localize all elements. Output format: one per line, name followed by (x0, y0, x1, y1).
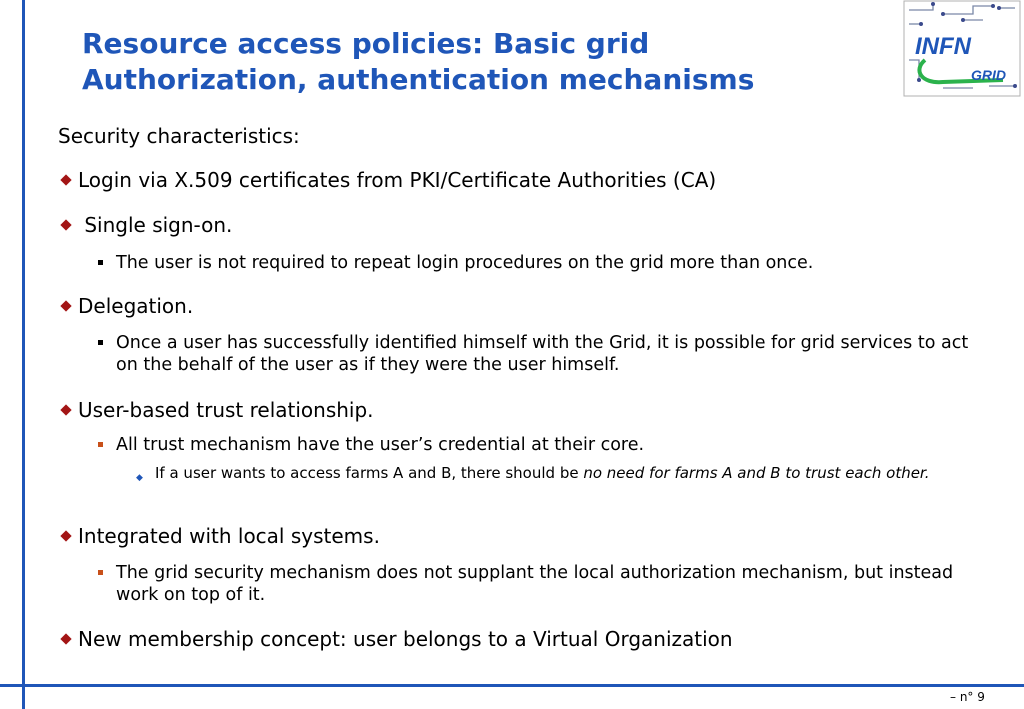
title-line-2: Authorization, authentication mechanisms (82, 63, 755, 96)
small-dot-bullet-icon: ◆ (136, 473, 143, 483)
diamond-bullet-icon (60, 174, 71, 185)
diamond-bullet-icon (60, 530, 71, 541)
list-item: Delegation. (58, 294, 193, 318)
infn-grid-logo (903, 0, 1021, 97)
bottom-rule (0, 684, 1024, 687)
square-bullet-icon (98, 442, 103, 447)
diamond-bullet-icon (60, 633, 71, 644)
square-bullet-icon (98, 570, 103, 575)
title-line-1: Resource access policies: Basic grid (82, 27, 650, 60)
page-number: – n° 9 (950, 690, 985, 704)
square-bullet-icon (98, 340, 103, 345)
list-item: User-based trust relationship. (58, 398, 374, 422)
svg-text:INFN: INFN (915, 33, 971, 60)
list-item: Login via X.509 certificates from PKI/Certificate Authorities (CA) (58, 168, 716, 192)
square-bullet-icon (98, 260, 103, 265)
diamond-bullet-icon (60, 219, 71, 230)
svg-text:GRID: GRID (971, 67, 1006, 83)
diamond-bullet-icon (60, 404, 71, 415)
list-item: Integrated with local systems. (58, 524, 380, 548)
left-rule (22, 0, 25, 709)
diamond-bullet-icon (60, 300, 71, 311)
list-item: New membership concept: user belongs to a Virtual Organization (58, 627, 733, 651)
intro-heading: Security characteristics: (58, 124, 300, 148)
slide-title (82, 26, 882, 98)
list-item: Single sign-on. (58, 213, 232, 237)
